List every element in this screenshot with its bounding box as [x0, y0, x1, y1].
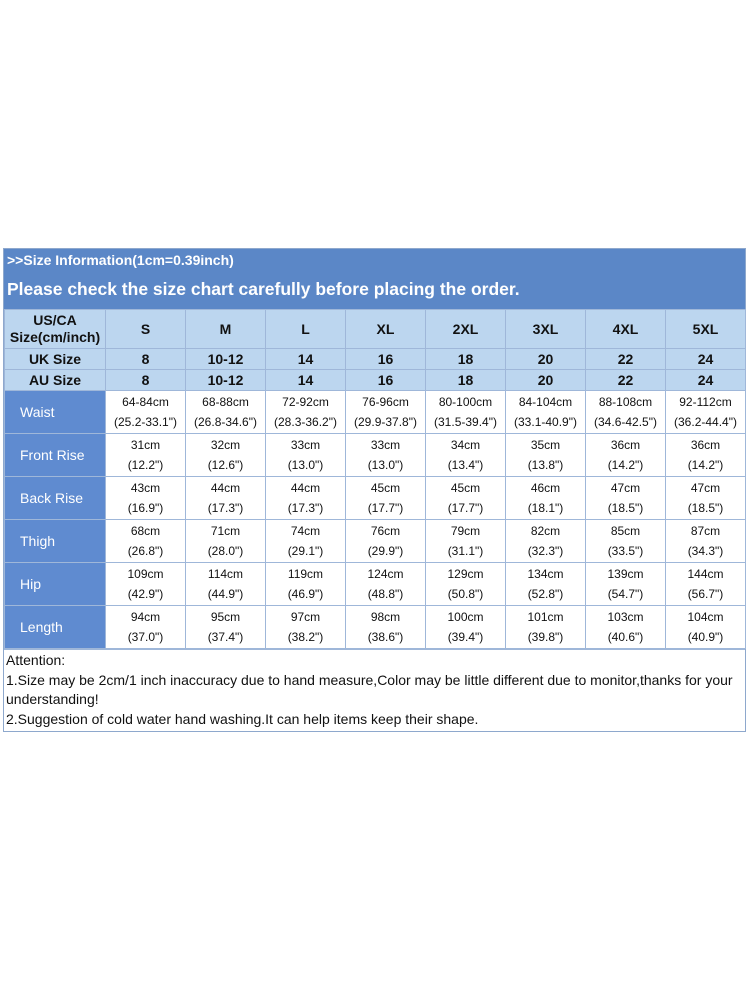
measurement-row — [5, 606, 746, 649]
measurement-inch: (14.2") — [687, 458, 724, 472]
measurement-row — [5, 391, 746, 434]
measurement-cell — [266, 391, 346, 434]
measurement-cell — [586, 477, 666, 520]
au-size-cell: 18 — [426, 370, 506, 391]
measurement-cm: 134cm — [527, 567, 564, 581]
au-size-cell: 10-12 — [186, 370, 266, 391]
measurement-cm: 92-112cm — [679, 395, 732, 409]
measurement-cell — [266, 606, 346, 649]
measurement-inch: (32.3") — [527, 544, 564, 558]
measurement-cm: 68-88cm — [202, 395, 249, 409]
measurement-cell — [506, 520, 586, 563]
uk-size-cell: 22 — [586, 349, 666, 370]
uk-size-row — [5, 349, 746, 370]
measurement-inch: (50.8") — [447, 587, 484, 601]
measurement-inch: (13.0") — [367, 458, 404, 472]
us-size-cell: 5XL — [666, 310, 746, 349]
measurement-cell — [506, 477, 586, 520]
measurement-cell — [346, 563, 426, 606]
measurement-cm: 72-92cm — [282, 395, 329, 409]
measurement-inch: (14.2") — [607, 458, 644, 472]
measurement-cell — [346, 606, 426, 649]
measurement-cell — [106, 606, 186, 649]
measurement-inch: (37.0") — [127, 630, 164, 644]
measurement-inch: (13.0") — [287, 458, 324, 472]
us-size-cell: M — [186, 310, 266, 349]
measurement-cell — [266, 434, 346, 477]
measurement-cell — [346, 477, 426, 520]
measurement-inch: (18.5") — [607, 501, 644, 515]
measurement-cell — [586, 434, 666, 477]
uk-size-cell: 10-12 — [186, 349, 266, 370]
measurement-cm: 44cm — [290, 481, 321, 495]
measurement-cell — [506, 563, 586, 606]
attention-notes — [4, 649, 745, 731]
measurement-cm: 139cm — [607, 567, 644, 581]
measurement-inch: (29.1") — [287, 544, 324, 558]
us-size-cell: L — [266, 310, 346, 349]
us-size-label-line1: US/CA — [33, 312, 77, 328]
measurement-cm: 79cm — [450, 524, 481, 538]
measurement-inch: (38.2") — [287, 630, 324, 644]
measurement-cell — [426, 520, 506, 563]
measurement-cell — [666, 606, 746, 649]
size-table — [4, 309, 746, 649]
measurement-cell — [186, 391, 266, 434]
us-size-label-line2: Size(cm/inch) — [9, 329, 101, 345]
uk-size-cell: 16 — [346, 349, 426, 370]
measurement-cm: 114cm — [207, 567, 244, 581]
us-size-row — [5, 310, 746, 349]
measurement-cell — [186, 434, 266, 477]
measurement-inch: (31.1") — [447, 544, 484, 558]
measurement-cm: 32cm — [210, 438, 241, 452]
au-size-cell: 16 — [346, 370, 426, 391]
measurement-label: Length — [5, 606, 106, 649]
uk-size-label: UK Size — [5, 349, 106, 370]
measurement-row — [5, 477, 746, 520]
measurement-inch: (36.2-44.4") — [674, 415, 737, 429]
measurement-cell — [346, 434, 426, 477]
measurement-inch: (13.8") — [527, 458, 564, 472]
measurement-row — [5, 563, 746, 606]
measurement-inch: (40.9") — [687, 630, 724, 644]
measurement-inch: (17.3") — [287, 501, 324, 515]
measurement-cm: 35cm — [530, 438, 561, 452]
measurement-cell — [506, 606, 586, 649]
us-size-cell: 3XL — [506, 310, 586, 349]
measurement-label: Hip — [5, 563, 106, 606]
measurement-cm: 95cm — [210, 610, 241, 624]
measurement-inch: (33.5") — [607, 544, 644, 558]
measurement-cm: 88-108cm — [598, 395, 653, 409]
au-size-cell: 20 — [506, 370, 586, 391]
measurement-cm: 97cm — [290, 610, 321, 624]
measurement-cell — [426, 563, 506, 606]
au-size-cell: 22 — [586, 370, 666, 391]
measurement-cell — [106, 477, 186, 520]
measurement-cm: 64-84cm — [122, 395, 169, 409]
measurement-cm: 119cm — [287, 567, 324, 581]
measurement-cm: 85cm — [610, 524, 641, 538]
au-size-cell: 8 — [106, 370, 186, 391]
measurement-inch: (44.9") — [207, 587, 244, 601]
measurement-inch: (37.4") — [207, 630, 244, 644]
measurement-row — [5, 520, 746, 563]
measurement-cm: 76cm — [370, 524, 401, 538]
measurement-inch: (28.3-36.2") — [274, 415, 337, 429]
au-size-row — [5, 370, 746, 391]
measurement-cm: 144cm — [687, 567, 724, 581]
measurement-inch: (18.5") — [687, 501, 724, 515]
measurement-cell — [666, 391, 746, 434]
measurement-cm: 34cm — [450, 438, 481, 452]
measurement-cm: 47cm — [610, 481, 641, 495]
measurement-cell — [186, 606, 266, 649]
measurement-cell — [426, 606, 506, 649]
measurement-cell — [106, 391, 186, 434]
measurement-inch: (48.8") — [367, 587, 404, 601]
measurement-cell — [586, 520, 666, 563]
measurement-cell — [186, 520, 266, 563]
measurement-inch: (31.5-39.4") — [434, 415, 497, 429]
measurement-cm: 33cm — [290, 438, 321, 452]
size-info-title: >>Size Information(1cm=0.39inch) — [7, 252, 234, 268]
measurement-cell — [506, 391, 586, 434]
attention-title: Attention: — [6, 652, 66, 668]
measurement-inch: (33.1-40.9") — [514, 415, 577, 429]
measurement-cm: 33cm — [370, 438, 401, 452]
measurement-cm: 36cm — [690, 438, 721, 452]
measurement-cm: 129cm — [447, 567, 484, 581]
us-size-cell: 2XL — [426, 310, 506, 349]
measurement-inch: (28.0") — [207, 544, 244, 558]
measurement-cm: 76-96cm — [362, 395, 409, 409]
measurement-label: Thigh — [5, 520, 106, 563]
measurement-cm: 44cm — [210, 481, 241, 495]
measurement-inch: (40.6") — [607, 630, 644, 644]
measurement-cell — [106, 563, 186, 606]
size-info-banner — [4, 249, 745, 309]
size-chart — [3, 248, 746, 732]
measurement-cell — [266, 563, 346, 606]
measurement-inch: (39.4") — [447, 630, 484, 644]
measurement-cm: 68cm — [130, 524, 161, 538]
measurement-cm: 36cm — [610, 438, 641, 452]
measurement-cell — [586, 606, 666, 649]
us-size-cell: S — [106, 310, 186, 349]
measurement-cell — [186, 563, 266, 606]
uk-size-cell: 20 — [506, 349, 586, 370]
measurement-cm: 84-104cm — [518, 395, 573, 409]
measurement-cm: 101cm — [527, 610, 564, 624]
measurement-inch: (34.3") — [687, 544, 724, 558]
measurement-row — [5, 434, 746, 477]
size-check-notice: Please check the size chart carefully before placing the order. — [7, 279, 520, 299]
measurement-inch: (17.3") — [207, 501, 244, 515]
measurement-cell — [666, 520, 746, 563]
measurement-cm: 80-100cm — [438, 395, 493, 409]
measurement-cm: 45cm — [450, 481, 481, 495]
measurement-inch: (38.6") — [367, 630, 404, 644]
measurement-cell — [426, 434, 506, 477]
measurement-cell — [266, 520, 346, 563]
measurement-cell — [186, 477, 266, 520]
measurement-inch: (18.1") — [527, 501, 564, 515]
au-size-cell: 24 — [666, 370, 746, 391]
measurement-inch: (52.8") — [527, 587, 564, 601]
measurement-cell — [666, 434, 746, 477]
measurement-cell — [506, 434, 586, 477]
measurement-cm: 46cm — [530, 481, 561, 495]
uk-size-cell: 18 — [426, 349, 506, 370]
measurement-inch: (13.4") — [447, 458, 484, 472]
measurement-cm: 109cm — [127, 567, 164, 581]
measurement-label: Waist — [5, 391, 106, 434]
measurement-cm: 31cm — [130, 438, 161, 452]
measurement-cm: 71cm — [210, 524, 241, 538]
measurement-inch: (26.8-34.6") — [194, 415, 257, 429]
uk-size-cell: 14 — [266, 349, 346, 370]
uk-size-cell: 8 — [106, 349, 186, 370]
measurement-cm: 47cm — [690, 481, 721, 495]
measurement-cm: 45cm — [370, 481, 401, 495]
measurement-cm: 94cm — [130, 610, 161, 624]
measurement-cell — [346, 520, 426, 563]
measurement-cell — [266, 477, 346, 520]
measurement-cm: 104cm — [687, 610, 724, 624]
measurement-cell — [586, 391, 666, 434]
measurement-cm: 43cm — [130, 481, 161, 495]
measurement-inch: (29.9-37.8") — [354, 415, 417, 429]
measurement-cell — [106, 434, 186, 477]
us-size-label — [5, 310, 106, 349]
measurement-inch: (34.6-42.5") — [594, 415, 657, 429]
us-size-cell: 4XL — [586, 310, 666, 349]
measurement-cm: 87cm — [690, 524, 721, 538]
measurement-inch: (46.9") — [287, 587, 324, 601]
measurement-cm: 74cm — [290, 524, 321, 538]
measurement-inch: (12.6") — [207, 458, 244, 472]
measurement-inch: (12.2") — [127, 458, 164, 472]
measurement-cm: 98cm — [370, 610, 401, 624]
measurement-cell — [106, 520, 186, 563]
measurement-inch: (17.7") — [447, 501, 484, 515]
measurement-cell — [666, 477, 746, 520]
measurement-inch: (16.9") — [127, 501, 164, 515]
measurement-inch: (42.9") — [127, 587, 164, 601]
measurement-label: Front Rise — [5, 434, 106, 477]
attention-note-1: 1.Size may be 2cm/1 inch inaccuracy due to hand measure,Color may be little different due to monitor,thanks for your understanding! — [6, 671, 733, 707]
au-size-cell: 14 — [266, 370, 346, 391]
measurement-cell — [426, 477, 506, 520]
measurement-cell — [586, 563, 666, 606]
measurement-cell — [666, 563, 746, 606]
measurement-inch: (17.7") — [367, 501, 404, 515]
measurement-cell — [346, 391, 426, 434]
measurement-cm: 100cm — [447, 610, 484, 624]
measurement-inch: (39.8") — [527, 630, 564, 644]
measurement-inch: (56.7") — [687, 587, 724, 601]
us-size-cell: XL — [346, 310, 426, 349]
au-size-label: AU Size — [5, 370, 106, 391]
uk-size-cell: 24 — [666, 349, 746, 370]
measurement-inch: (25.2-33.1") — [114, 415, 177, 429]
measurement-inch: (54.7") — [607, 587, 644, 601]
measurement-inch: (29.9") — [367, 544, 404, 558]
measurement-cm: 82cm — [530, 524, 561, 538]
measurement-cell — [426, 391, 506, 434]
measurement-inch: (26.8") — [127, 544, 164, 558]
measurement-cm: 124cm — [367, 567, 404, 581]
measurement-cm: 103cm — [607, 610, 644, 624]
measurement-label: Back Rise — [5, 477, 106, 520]
attention-note-2: 2.Suggestion of cold water hand washing.It can help items keep their shape. — [6, 710, 479, 727]
